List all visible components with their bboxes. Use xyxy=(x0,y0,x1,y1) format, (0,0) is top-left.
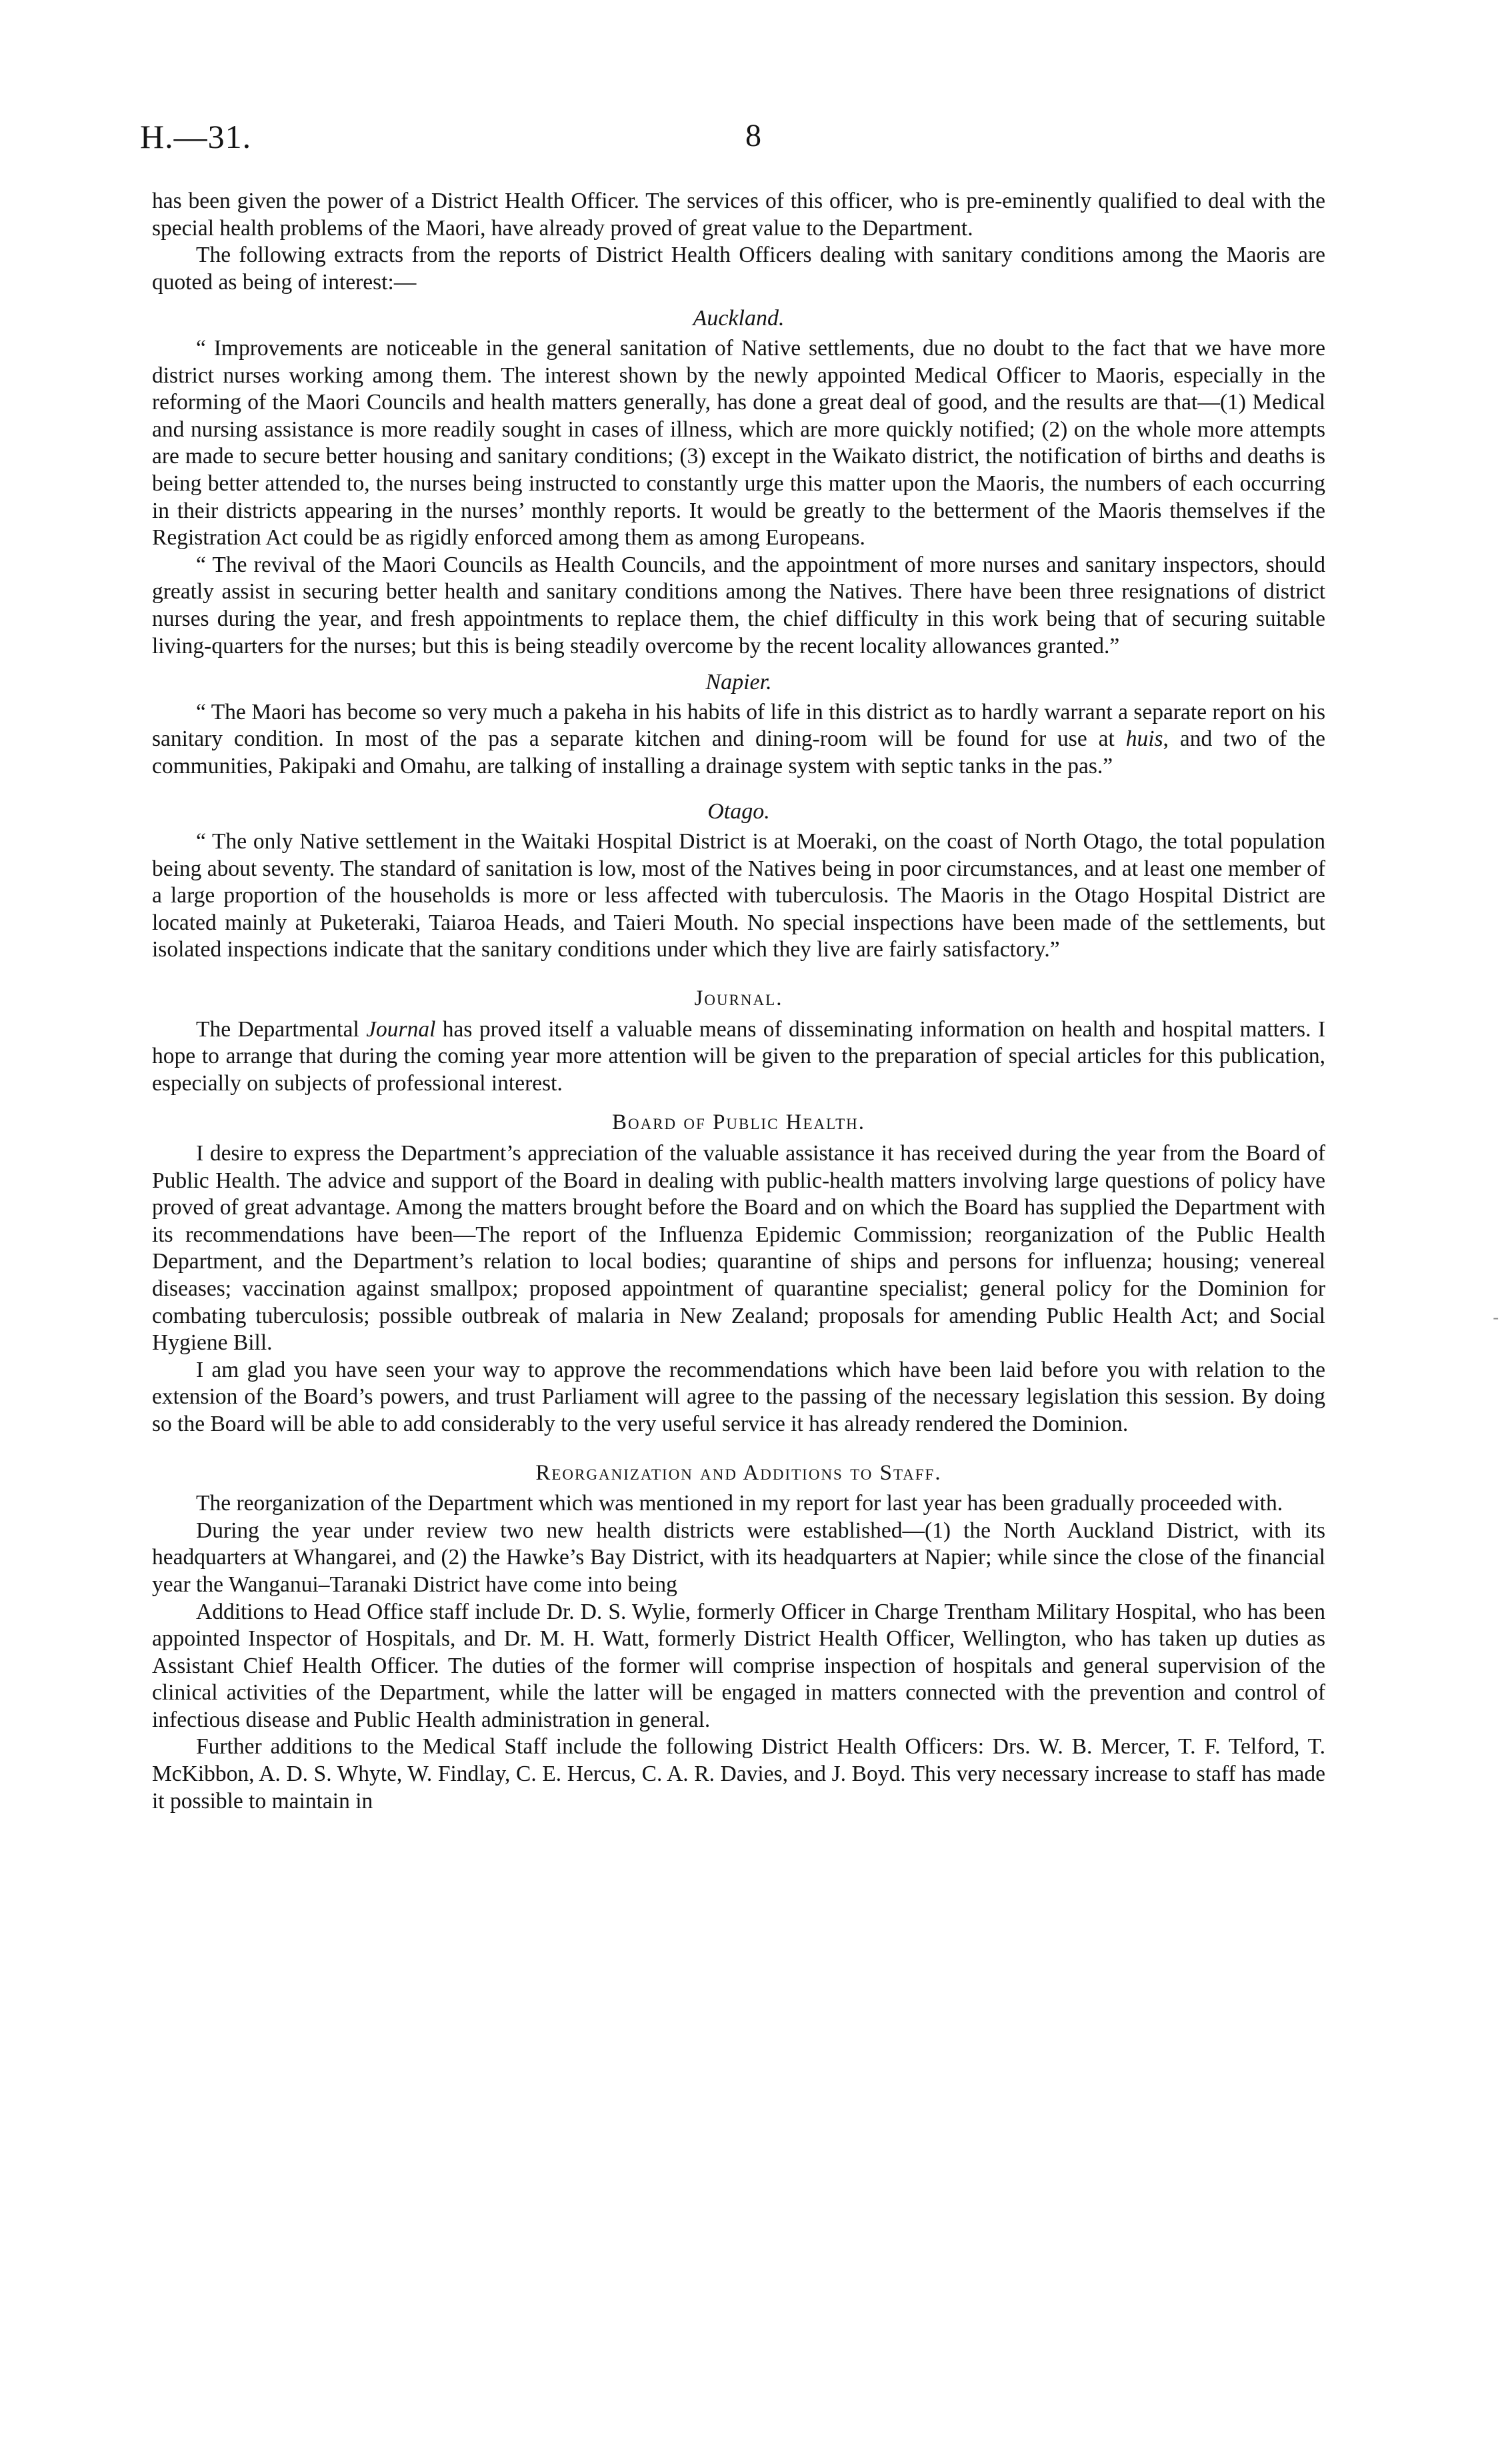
heading-otago: Otago. xyxy=(707,799,770,824)
document-body xyxy=(152,188,1325,1815)
heading-journal: Journal. xyxy=(694,986,783,1011)
heading-napier: Napier. xyxy=(705,670,772,695)
journal-text-2: has proved itself a valuable means of disseminating information on health and hospital matters. I hope to arrange that during the coming year more attention will be given to the preparation of special articles for this publication, especially on subjects of professional interest. xyxy=(152,1016,1326,1096)
paragraph-board-1: I desire to express the Department’s appreciation of the valuable assistance it has received during the year from the Board of Public Health. The advice and support of the Board in dealing with public-health matters involving large questions of policy have proved of great advantage. Among the matters brought before the Board and on which the Board has supplied the Department with its recommendations have been—The report of the Influenza Epidemic Commission; reorganization of the Public Health Department, and the Department’s relation to local bodies; quarantine of ships and persons for influenza; housing; venereal diseases; vaccination against smallpox; proposed appointment of quarantine specialist; general policy for the Dominion for combating tuberculosis; possible outbreak of malaria in New Zealand; proposals for amending Public Health Act; and Social Hygiene Bill. xyxy=(152,1141,1325,1356)
paragraph-journal xyxy=(152,1016,1325,1098)
page-number: 8 xyxy=(745,118,761,153)
journal-italic: Journal xyxy=(366,1016,436,1042)
napier-text-1: “ The Maori has become so very much a pakeha in his habits of life in this district as to hardly warrant a separate report on his sanitary condition. In most of the pas a separate kitchen and dining-room will be found for use at xyxy=(152,699,1325,752)
paragraph-reorg-4: Further additions to the Medical Staff include the following District Health Officers: Drs. W. B. Mercer, T. F. Telford, T. McKibbon, A. D. S. Whyte, W. Findlay, C. E. Hercus, C. A. R. Davies, and J. Boyd. This very necessary increase to staff has made it possible to maintain in xyxy=(152,1734,1325,1814)
paragraph-auckland-2: “ The revival of the Maori Councils as Health Councils, and the appointment of more nurses and sanitary inspectors, should greatly assist in securing better health and sanitary conditions among the Natives. There have been three resignations of district nurses during the year, and fresh appointments to replace them, the chief difficulty in this work being that of securing suitable living-quarters for the nurses; but this is being steadily overcome by the recent locality allowances granted.” xyxy=(152,552,1325,658)
paragraph-reorg-3: Additions to Head Office staff include Dr. D. S. Wylie, formerly Officer in Charge Trentham Military Hospital, who has been appointed Inspector of Hospitals, and Dr. M. H. Watt, formerly District Health Officer, Wellington, who has taken up duties as Assistant Chief Health Officer. The duties of the former will comprise inspection of hospitals and general supervision of the clinical activities of the Department, while the latter will be engaged in matters connected with the prevention and control of infectious disease and Public Health administration in general. xyxy=(152,1599,1325,1732)
paragraph-otago: “ The only Native settlement in the Waitaki Hospital District is at Moeraki, on the coast of North Otago, the total population being about seventy. The standard of sanitation is low, most of the Natives being in poor circumstances, and at least one member of a large proportion of the households is more or less affected with tuberculosis. The Maoris in the Otago Hospital District are located mainly at Puketeraki, Taiaroa Heads, and Taieri Mouth. No special inspections have been made of the settlements, but isolated inspections indicate that the sanitary conditions under which they live are fairly satisfactory.” xyxy=(152,829,1325,962)
heading-auckland: Auckland. xyxy=(693,306,785,331)
paper-reference: H.—31. xyxy=(140,118,252,155)
paragraph-board-2: I am glad you have seen your way to approve the recommendations which have been laid before you with relation to the extension of the Board’s powers, and trust Parliament will agree to the passing of the necessary legislation this session. By doing so the Board will be able to add considerably to the very useful service it has already rendered the Dominion. xyxy=(152,1357,1325,1436)
heading-reorganization: Reorganization and Additions to Staff. xyxy=(535,1460,942,1485)
paragraph-extracts: The following extracts from the reports of District Health Officers dealing with sanitary conditions among the Maoris are quoted as being of interest:— xyxy=(152,243,1325,295)
margin-mark: - xyxy=(1493,1308,1499,1327)
paragraph-reorg-1: The reorganization of the Department which was mentioned in my report for last year has been gradually proceeded with. xyxy=(196,1491,1283,1516)
paragraph-reorg-2: During the year under review two new health districts were established—(1) the North Auckland District, with its headquarters at Whangarei, and (2) the Hawke’s Bay District, with its headquarters at Napier; while since the close of the financial year the Wanganui–Taranaki District have come into being xyxy=(152,1518,1325,1597)
napier-text-2: , and two of the communities, Pakipaki and Omahu, are talking of installing a drainage system with septic tanks in the pas.” xyxy=(152,726,1326,778)
journal-text-1: The Departmental xyxy=(196,1016,367,1042)
paragraph-auckland-1: “ Improvements are noticeable in the general sanitation of Native settlements, due no doubt to the fact that we have more district nurses working among them. The interest shown by the newly appointed Medical Officer to Maoris, especially in the reforming of the Maori Councils and health matters generally, has done a great deal of good, and the results are that—(1) Medical and nursing assistance is more readily sought in cases of illness, which are more quickly notified; (2) on the whole more attempts are made to secure better housing and sanitary conditions; (3) except in the Waikato district, the notification of births and deaths is being better attended to, the nurses being instructed to constantly urge this matter upon the Maoris, the numbers of each occurring in their districts appearing in the nurses’ monthly reports. It would be greatly to the betterment of the Maoris themselves if the Registration Act could be as rigidly enforced among them as among Europeans. xyxy=(152,335,1325,551)
napier-italic-huis: huis xyxy=(1125,726,1163,752)
heading-board-of-public-health: Board of Public Health. xyxy=(611,1110,866,1135)
page-header xyxy=(140,117,1332,164)
paragraph-napier xyxy=(152,699,1325,780)
paragraph-intro: has been given the power of a District Health Officer. The services of this officer, who is pre-eminently qualified to deal with the special health problems of the Maori, have already proved of great value to the Department. xyxy=(152,189,1325,241)
